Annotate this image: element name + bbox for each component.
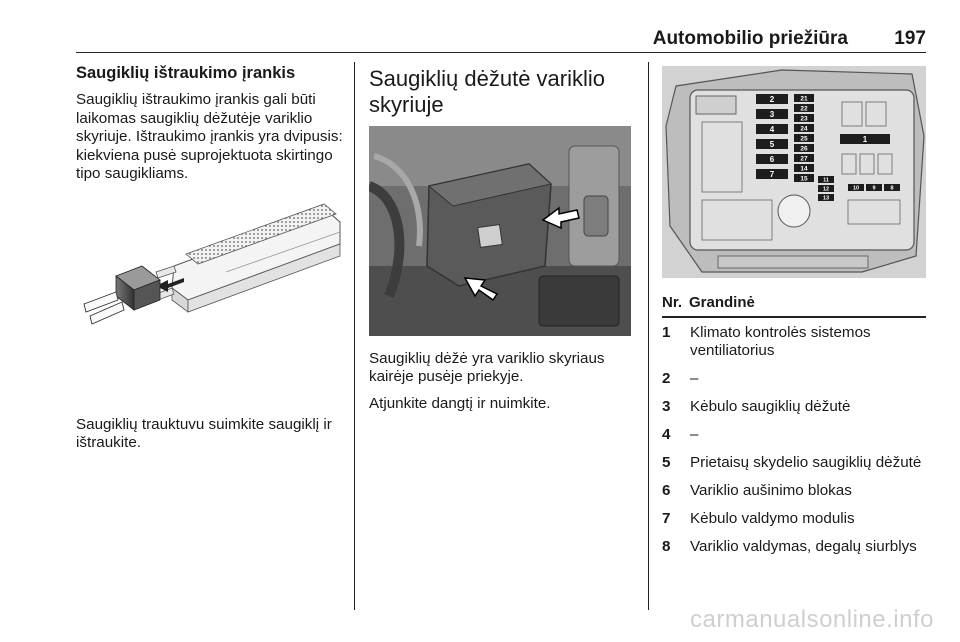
fuse-puller-heading: Saugiklių ištraukimo įrankis (76, 64, 296, 82)
relay-label: 5 (769, 140, 775, 149)
relay-label: 3 (769, 110, 775, 119)
relay-label: 7 (769, 170, 775, 179)
middle-column (369, 66, 631, 421)
small-fuse-label: 10 (852, 185, 860, 192)
small-fuse-label: 12 (822, 186, 830, 193)
table-header (662, 294, 926, 318)
relay-label: 6 (769, 155, 775, 164)
relay-label: 4 (769, 125, 775, 134)
row-number: 8 (662, 538, 671, 555)
fuse-box-diagram (662, 66, 926, 278)
row-text: Variklio aušinimo blokas (690, 482, 852, 499)
row-number: 4 (662, 426, 671, 443)
table-row (662, 510, 926, 528)
row-text: Kėbulo valdymo modulis (690, 510, 855, 527)
fuse-box-heading: Saugiklių dėžutė variklio skyriuje (369, 66, 606, 117)
fuse-label: 26 (800, 145, 808, 153)
table-row (662, 398, 926, 416)
page-header (76, 26, 926, 53)
row-text: – (690, 370, 699, 387)
fuse-puller-paragraph: Saugiklių ištraukimo įrankis gali būti laikomas saugiklių dėžutėje variklio skyriuje. Ištraukimo įrankis yra dvipusis: kiekviena pusė suprojektuota skirtingo tipo saugikliams. (76, 91, 343, 182)
small-fuse-label: 8 (890, 185, 894, 192)
row-text: Prietaisų skydelio saugiklių dėžutė (690, 454, 922, 471)
fuse-label: 14 (800, 165, 808, 173)
table-row (662, 426, 926, 444)
row-text: Klimato kontrolės sistemos ventiliatorius (690, 324, 871, 359)
fuse-label: 25 (800, 135, 808, 143)
circuit-table (662, 324, 926, 566)
fuse-label: 24 (800, 125, 808, 133)
big-relay-label: 1 (862, 135, 868, 144)
column-divider-1 (354, 62, 355, 610)
table-row (662, 370, 926, 388)
fuse-box-instruction: Atjunkite dangtį ir nuimkite. (369, 394, 551, 412)
row-number: 1 (662, 324, 671, 341)
engine-bay-photo (369, 126, 631, 336)
table-row (662, 324, 926, 360)
row-number: 5 (662, 454, 671, 471)
table-row (662, 482, 926, 500)
watermark: carmanualsonline.info (690, 606, 934, 633)
row-text: – (690, 426, 699, 443)
small-fuse-label: 13 (822, 195, 830, 202)
left-column (76, 64, 344, 461)
row-text: Kėbulo saugiklių dėžutė (690, 398, 851, 415)
fuse-box-location: Saugiklių dėžė yra variklio skyriaus kairėje pusėje priekyje. (369, 349, 605, 386)
fuse-label: 21 (800, 95, 808, 103)
header-circuit: Grandinė (689, 294, 755, 311)
page-number: 197 (894, 28, 926, 49)
row-text: Variklio valdymas, degalų siurblys (690, 538, 917, 555)
table-row (662, 538, 926, 556)
small-fuse-label: 9 (872, 185, 876, 192)
row-number: 2 (662, 370, 671, 387)
row-number: 3 (662, 398, 671, 415)
row-number: 7 (662, 510, 671, 527)
column-divider-2 (648, 62, 649, 610)
header-nr: Nr. (662, 294, 683, 311)
fuse-puller-instruction: Saugiklių trauktuvu suimkite saugiklį ir ištraukite. (76, 415, 332, 451)
fuse-label: 22 (800, 105, 808, 113)
fuse-label: 15 (800, 175, 808, 183)
fuse-puller-illustration (76, 192, 344, 402)
fuse-label: 23 (800, 115, 808, 123)
row-number: 6 (662, 482, 671, 499)
small-fuse-label: 11 (823, 177, 829, 184)
right-column (662, 66, 926, 278)
fuse-label: 27 (800, 155, 808, 163)
table-row (662, 454, 926, 472)
header-title: Automobilio priežiūra (652, 28, 848, 49)
relay-label: 2 (769, 95, 775, 104)
